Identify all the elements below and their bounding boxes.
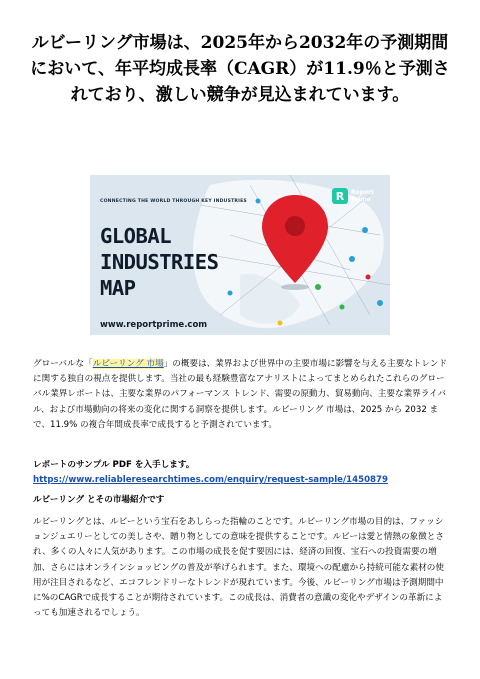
market-overview-paragraph xyxy=(33,357,448,433)
report-prime-logo xyxy=(332,181,384,211)
market-intro-paragraph: ルビーリングとは、ルビーという宝石をあしらった指輪のことです。ルビーリング市場の目的は、ファッションジュエリーとしての美しさや、贈り物としての意味を提供することです。ルビーは愛と情熱の象徴とされ、多くの人々に人気があります。この市場の成長を促す要因には、経済の回復、宝石への投資需要の増加、さらにはオンラインショッピングの普及が挙げられます。また、環境への配慮から持続可能な素材の使用が注目されるなど、エコフレンドリーなトレンドが現れています。今後、ルビーリング市場は予測期間中に%のCAGRで成長することが期待されています。この成長は、消費者の意識の変化やデザインの革新によっても加速されるでしょう。 xyxy=(33,517,444,619)
brand-name-line: Prime xyxy=(351,196,371,203)
market-name-link[interactable]: ルビーリング 市場 xyxy=(92,359,164,369)
section-heading: ルビーリング とその市場紹介です xyxy=(33,495,165,505)
sample-pdf-label: レポートのサンプル PDF を入手します。 xyxy=(33,460,195,470)
hero-heading-line: MAP xyxy=(100,276,136,300)
overview-lead-text: グローバルな「 xyxy=(33,359,93,369)
report-prime-logo-icon: R xyxy=(332,188,348,204)
hero-banner-image xyxy=(90,175,390,335)
page-title: ルビーリング市場は、2025年から2032年の予測期間において、年平均成長率（CAGR）が11.9％と予測されており、激しい競争が見込まれています。 xyxy=(30,33,450,105)
hero-tagline: CONNECTING THE WORLD THROUGH KEY INDUSTRIES xyxy=(100,199,247,204)
overview-body-text: 」の概要は、業界および世界中の主要市場に影響を与える主要なトレンドに関する独自の視点を提供します。当社の最も経験豊富なアナリストによってまとめられたこれらのグローバル業界レポートは、主要な業界のパフォーマンス トレンド、需要の原動力、貿易動向、主要な業界ライバル、および市場動向の将来の変化に関する洞察を提供します。ルビーリング 市場は、2025 から 2032 まで、11.9% の複合年間成長率で成長すると予測されています。 xyxy=(33,359,448,430)
brand-name-line: Report xyxy=(351,189,374,196)
hero-heading xyxy=(100,223,250,301)
hero-url: www.reportprime.com xyxy=(100,320,208,330)
sample-pdf-paragraph xyxy=(33,458,448,488)
hero-heading-line: INDUSTRIES xyxy=(100,250,219,274)
sample-request-link[interactable]: https://www.reliableresearchtimes.com/enquiry/request-sample/1450879 xyxy=(33,475,388,486)
hero-heading-line: GLOBAL xyxy=(100,224,172,248)
